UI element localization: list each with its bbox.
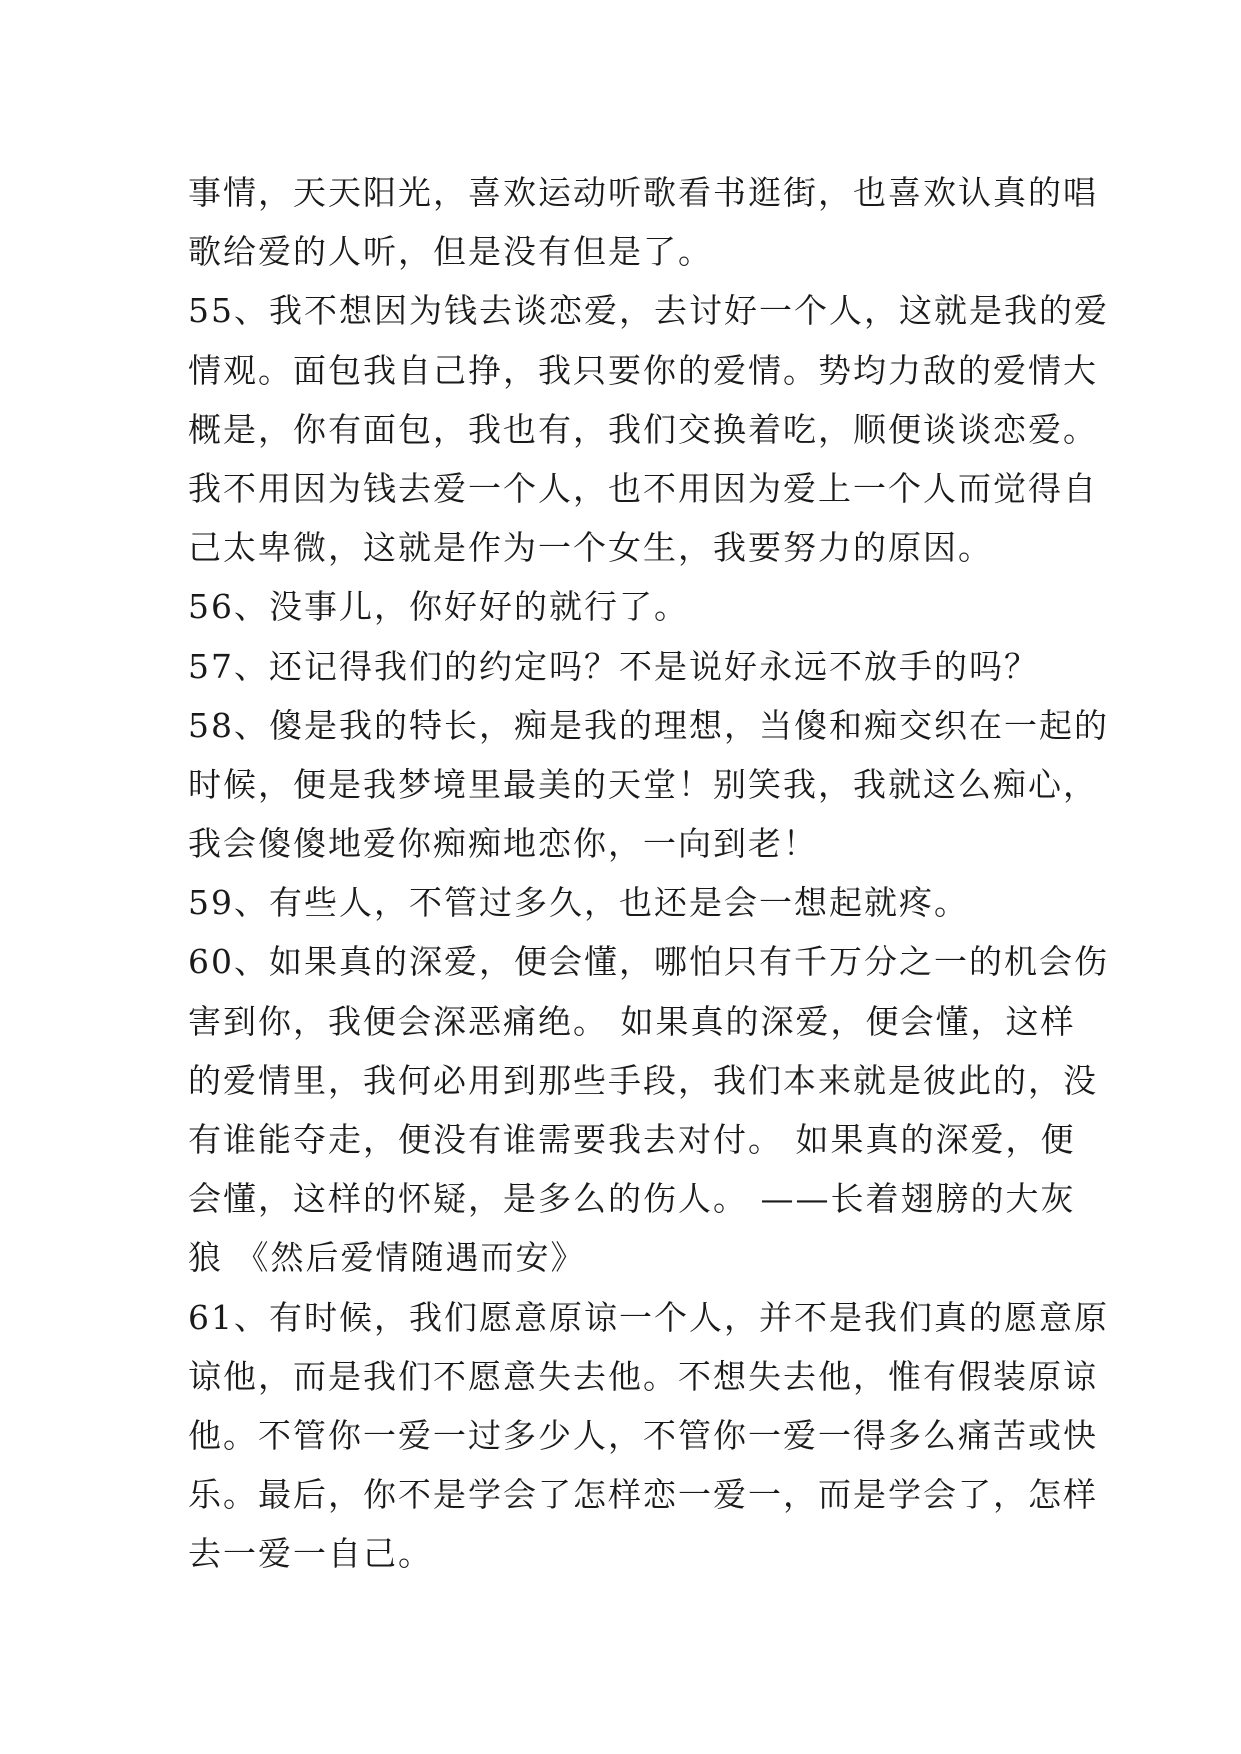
- text-line: 56、没事儿，你好好的就行了。: [188, 587, 689, 627]
- text-line: 会懂，这样的怀疑，是多么的伤人。 ——长着翅膀的大灰: [188, 1179, 1076, 1219]
- text-line: 害到你，我便会深恶痛绝。 如果真的深爱，便会懂，这样: [188, 1001, 1076, 1041]
- text-line: 59、有些人，不管过多久，也还是会一想起就疼。: [188, 883, 969, 923]
- text-line: 55、我不想因为钱去谈恋爱，去讨好一个人，这就是我的爱: [188, 291, 1109, 331]
- text-line: 己太卑微，这就是作为一个女生，我要努力的原因。: [188, 528, 993, 568]
- text-line: 61、有时候，我们愿意原谅一个人，并不是我们真的愿意原: [188, 1297, 1109, 1337]
- text-line: 事情，天天阳光，喜欢运动听歌看书逛街，也喜欢认真的唱: [188, 173, 1098, 212]
- text-line: 57、还记得我们的约定吗？不是说好永远不放手的吗？: [188, 646, 1039, 686]
- text-line: 他。不管你一爱一过多少人，不管你一爱一得多么痛苦或快: [188, 1415, 1098, 1455]
- text-line: 有谁能夺走，便没有谁需要我去对付。 如果真的深爱，便: [188, 1120, 1076, 1159]
- text-line: 58、傻是我的特长，痴是我的理想，当傻和痴交织在一起的: [188, 705, 1109, 745]
- text-line: 狼 《然后爱情随遇而安》: [188, 1238, 586, 1278]
- text-line: 的爱情里，我何必用到那些手段，我们本来就是彼此的，没: [188, 1060, 1098, 1100]
- text-line: 乐。最后，你不是学会了怎样恋一爱一，而是学会了，怎样: [188, 1475, 1098, 1515]
- text-line: 时候，便是我梦境里最美的天堂！别笑我，我就这么痴心，: [188, 764, 1098, 804]
- text-line: 我会傻傻地爱你痴痴地恋你，一向到老！: [188, 824, 818, 864]
- text-line: 谅他，而是我们不愿意失去他。不想失去他，惟有假装原谅: [188, 1356, 1098, 1396]
- document-body: [188, 163, 1109, 1584]
- text-line: 情观。面包我自己挣，我只要你的爱情。势均力敌的爱情大: [188, 350, 1098, 390]
- text-line: 歌给爱的人听，但是没有但是了。: [188, 232, 713, 272]
- text-line: 概是，你有面包，我也有，我们交换着吃，顺便谈谈恋爱。: [188, 409, 1098, 449]
- text-line: 60、如果真的深爱，便会懂，哪怕只有千万分之一的机会伤: [188, 942, 1109, 982]
- text-line: 去一爱一自己。: [188, 1534, 433, 1574]
- text-line: 我不用因为钱去爱一个人，也不用因为爱上一个人而觉得自: [188, 468, 1098, 508]
